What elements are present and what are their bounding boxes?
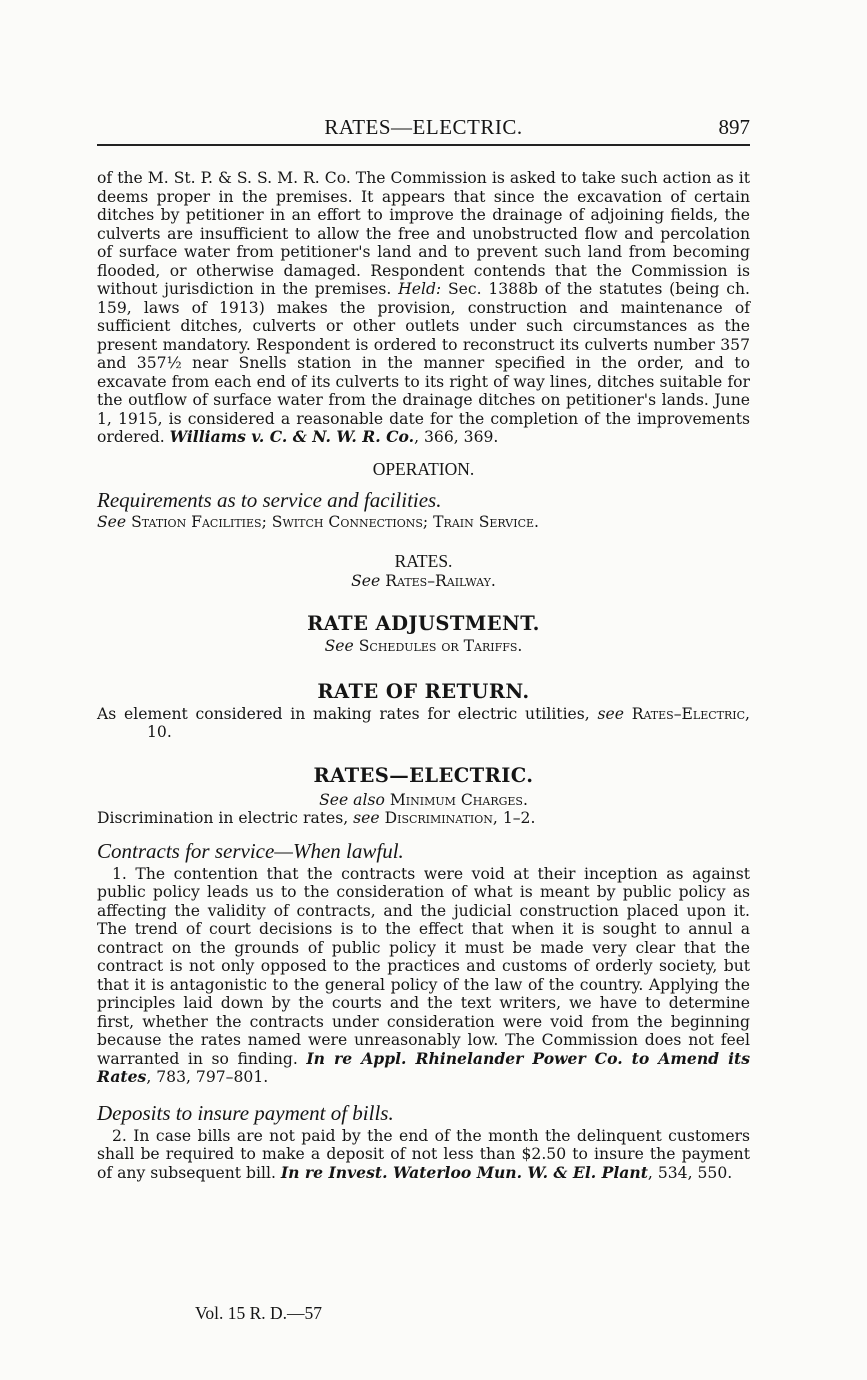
contracts-citation-pages: , 783, 797–801. (146, 1068, 269, 1086)
rate-of-return-suffix: , 10. (147, 704, 750, 741)
discrimination-text: Discrimination in electric rates, (97, 808, 354, 827)
contracts-subhead: Contracts for service—When lawful. (97, 838, 404, 863)
rates-see: See (351, 571, 381, 590)
rate-of-return-ref: Rates–Electric (631, 704, 746, 723)
discrimination-see: see (353, 808, 380, 827)
intro-text-middle: Sec. 1388b of the statutes (being ch. 159, laws of 1913) makes the provision, construction and maintenance of sufficient ditches, culverts or other outlets under such circumstances as the present mandatory. Respondent is ordered to reconstruct its culverts number 357 and 357½ near Snells station in the manner specified in the order, and to excavate from each end of its culverts to its right of way lines, ditches suitable for the outflow of surface water from the drainage ditches on petitioner's lands. June 1, 1915, is considered a reasonable date for the completion of the improvements ordered. (97, 280, 750, 446)
page (97, 112, 750, 1182)
deposits-text: 2. In case bills are not paid by the end of the month the delinquent customers shall be required to make a deposit of not less than $2.50 to insure the payment of any subsequent bill. (97, 1126, 750, 1182)
contracts-paragraph (97, 865, 750, 1087)
rate-adjustment-see: See (324, 636, 354, 655)
rate-of-return-text: As element considered in making rates for electric utilities, (97, 704, 598, 723)
operation-see: See (97, 512, 127, 531)
deposits-subhead: Deposits to insure payment of bills. (97, 1100, 394, 1125)
rate-adjustment-see-line (97, 637, 750, 655)
rate-of-return-see: see (597, 704, 624, 723)
page-number: 897 (718, 115, 750, 139)
deposits-paragraph (97, 1127, 750, 1183)
discrimination-ref: Discrimination (384, 808, 493, 827)
intro-citation-pages: , 366, 369. (414, 428, 499, 446)
operation-subhead: Requirements as to service and facilities. (97, 487, 442, 512)
footer-signature: Vol. 15 R. D.—57 (195, 1303, 323, 1323)
operation-refs: Station Facilities; Switch Connections; Train Service. (131, 512, 539, 531)
rate-of-return-entry (97, 705, 750, 742)
contracts-citation-case: In re Appl. Rhinelander Power Co. to Amend its Rates (97, 1048, 750, 1086)
rates-ref: Rates–Railway. (385, 571, 496, 590)
running-head-title: RATES—ELECTRIC. (324, 115, 523, 139)
deposits-citation-pages: , 534, 550. (647, 1163, 733, 1182)
rates-see-line (97, 572, 750, 590)
rate-adjustment-ref: Schedules or Tariffs. (358, 636, 523, 655)
rates-electric-heading: RATES—ELECTRIC. (313, 763, 534, 787)
discrimination-entry (97, 809, 750, 827)
held-label: Held: (398, 280, 442, 298)
intro-paragraph (97, 169, 750, 447)
operation-heading: OPERATION. (372, 458, 475, 479)
rate-of-return-heading: RATE OF RETURN. (317, 679, 530, 703)
intro-citation-case: Williams v. C. & N. W. R. Co. (169, 427, 415, 446)
running-head (97, 112, 750, 146)
rates-electric-see-also: See also (319, 790, 385, 809)
contracts-text: 1. The contention that the contracts were void at their inception as against public policy leads us to the consideration of what is meant by public policy as affecting the validity of contracts, and the judicial construction placed upon it. The trend of court decisions is to the effect that when it is sought to annul a contract on the grounds of public policy it must be made very clear that the contract is not only opposed to the practices and customs of orderly society, but that it is antagonistic to the general policy of the law of the country. Applying the principles laid down by the courts and the text writers, we have to determine first, whether the contracts under consideration were void from the beginning because the rates named were unreasonably low. The Commission does not feel warranted in so finding. (97, 864, 750, 1068)
rate-adjustment-heading: RATE ADJUSTMENT. (307, 611, 540, 635)
rates-electric-see-also-ref: Minimum Charges. (389, 790, 528, 809)
rates-heading: RATES. (394, 550, 453, 571)
intro-text-before: of the M. St. P. & S. S. M. R. Co. The Commission is asked to take such action as it deems proper in the premises. It appears that since the excavation of certain ditches by petitioner in an effort to improve the drainage of adjoining fields, the culverts are insufficient to allow the free and unobstructed flow and percolation of surface water from petitioner's land and to prevent such land from becoming flooded, or otherwise damaged. Respondent contends that the Commission is without jurisdiction in the premises. (97, 169, 750, 298)
operation-see-line (97, 513, 750, 531)
deposits-citation-case: In re Invest. Waterloo Mun. W. & El. Plant (280, 1162, 648, 1182)
discrimination-suffix: , 1–2. (492, 808, 536, 827)
rates-electric-see-also-line (97, 791, 750, 809)
